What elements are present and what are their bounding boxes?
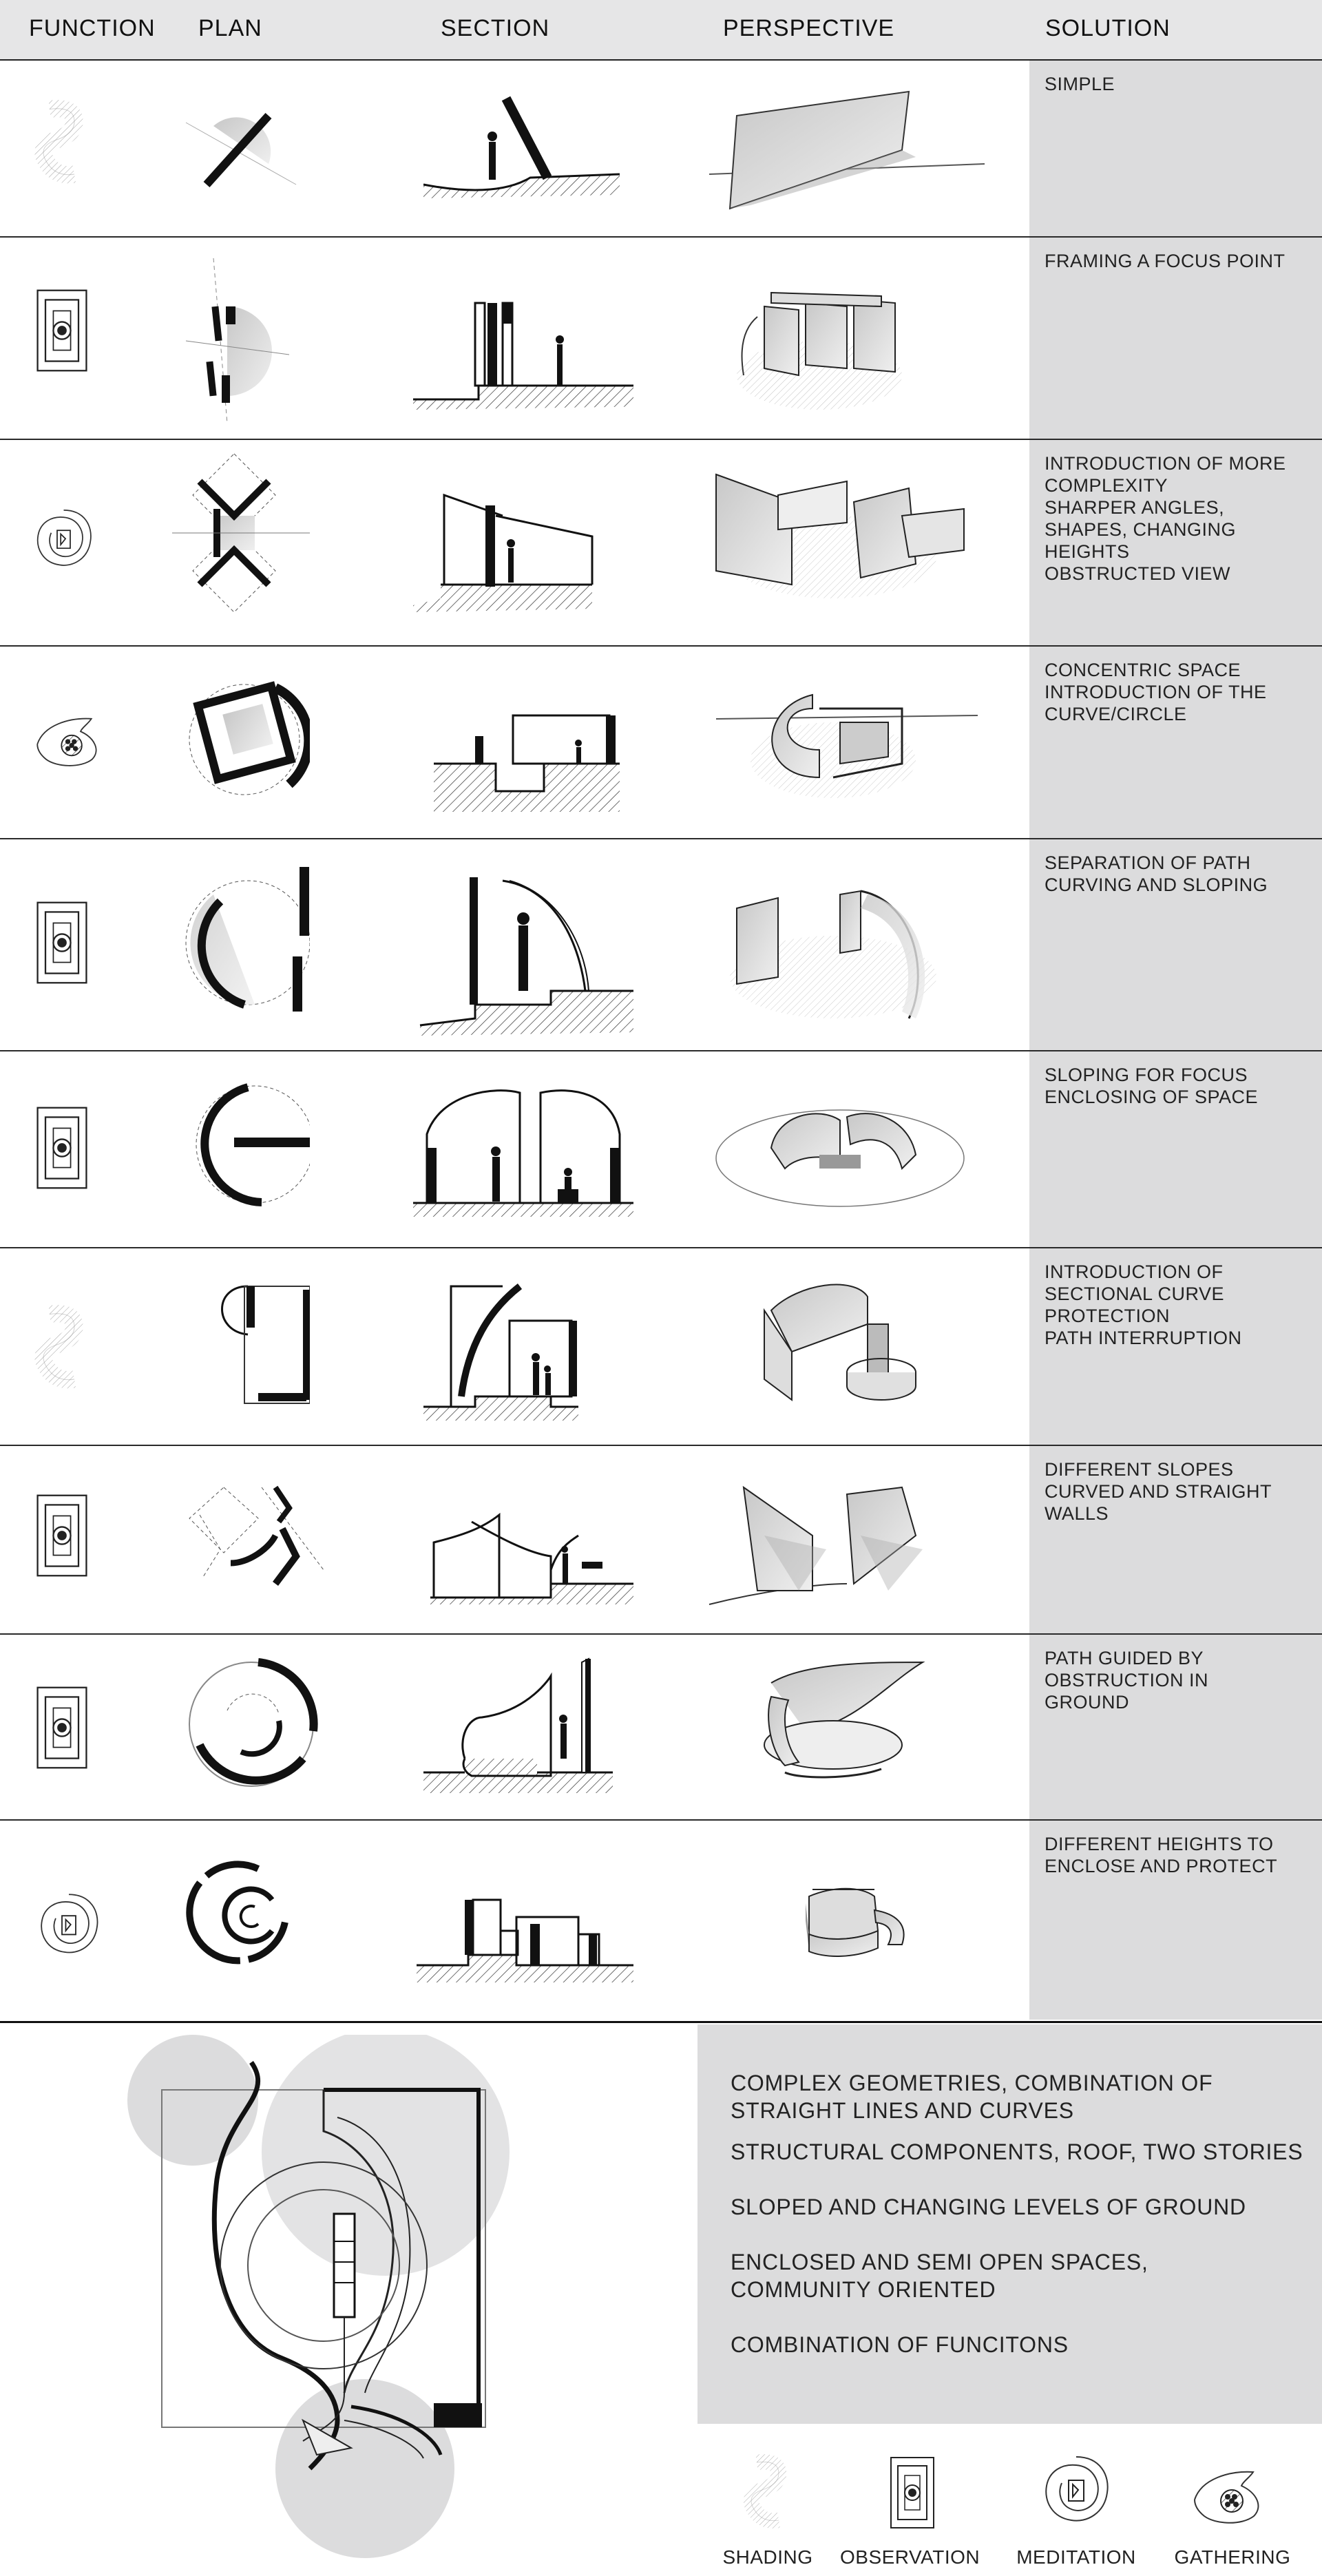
final-plan-svg [110,2035,530,2572]
solution-text: SIMPLE [1045,74,1115,94]
legend-label: OBSERVATION [840,2546,980,2568]
legend-meditation [1007,2438,1145,2568]
solution-cell [1029,61,1322,236]
perspective-sketch [695,1635,985,1819]
solution-text: DIFFERENT SLOPES CURVED AND STRAIGHT WALLS [1045,1459,1272,1524]
solution-cell [1029,839,1322,1050]
function-cell [21,1446,103,1633]
solution-text: SEPARATION OF PATH CURVING AND SLOPING [1045,852,1268,895]
section-sketch [413,1821,633,2020]
plan-sketch [172,647,310,838]
table-row [0,238,1322,440]
perspective-sketch [695,1051,985,1247]
table-header [0,0,1322,61]
section-sketch [413,647,633,838]
solution-text: CONCENTRIC SPACE INTRODUCTION OF THE CURVE/CIRCLE [1045,660,1267,724]
solution-cell [1029,238,1322,439]
perspective-sketch [695,238,985,439]
meditation-icon [21,1821,117,2020]
legend-label: MEDITATION [1016,2546,1136,2568]
observation-icon [21,1446,103,1633]
shading-icon [21,1248,103,1445]
meditation-icon [21,440,103,645]
shading-icon [699,2438,837,2541]
solution-cell [1029,1051,1322,1247]
function-cell [21,839,103,1050]
table-row [0,647,1322,839]
plan-sketch [172,238,310,439]
meditation-icon [1007,2438,1145,2541]
observation-icon [21,238,103,439]
table-row [0,61,1322,238]
summary-item: ENCLOSED AND SEMI OPEN SPACES, COMMUNITY ORIENTED [731,2250,1148,2302]
section-sketch [413,1248,633,1445]
table-row [0,1248,1322,1446]
header-section: SECTION [441,15,550,41]
solution-cell [1029,1635,1322,1819]
section-sketch [413,1446,633,1633]
solution-text: PATH GUIDED BY OBSTRUCTION IN GROUND [1045,1648,1209,1713]
solution-text: SLOPING FOR FOCUS ENCLOSING OF SPACE [1045,1065,1259,1107]
perspective-sketch [695,1446,985,1633]
header-perspective: PERSPECTIVE [723,15,895,41]
section-sketch [413,1051,633,1247]
function-cell [21,61,103,236]
section-sketch [413,61,633,236]
plan-sketch [172,1051,310,1247]
perspective-sketch [695,1821,985,2020]
function-cell [21,647,117,838]
solution-text: FRAMING A FOCUS POINT [1045,251,1286,271]
summary-item: COMBINATION OF FUNCITONS [731,2332,1069,2357]
solution-cell [1029,1446,1322,1633]
function-cell [21,1051,103,1247]
plan-sketch [172,1248,310,1445]
plan-sketch [172,839,310,1050]
table-row [0,839,1322,1051]
plan-sketch [172,440,310,645]
plan-sketch [172,61,310,236]
observation-icon [840,2438,978,2541]
final-plan-drawing [110,2035,530,2572]
perspective-sketch [695,1248,985,1445]
section-sketch [413,238,633,439]
solution-cell [1029,1248,1322,1445]
plan-sketch [172,1635,324,1819]
function-cell [21,1821,117,2020]
section-sketch [413,440,633,645]
summary-item: COMPLEX GEOMETRIES, COMBINATION OF STRAIGHT LINES AND CURVES [731,2071,1213,2123]
perspective-sketch [695,839,985,1050]
section-sketch [413,1635,633,1819]
observation-icon [21,1051,103,1247]
legend-shading [699,2438,837,2568]
perspective-sketch [695,61,985,236]
gathering-icon [1164,2438,1301,2541]
solution-cell [1029,647,1322,838]
function-cell [21,440,103,645]
header-solution: SOLUTION [1045,15,1171,41]
section-sketch [413,839,633,1050]
header-plan: PLAN [198,15,262,41]
solution-text: INTRODUCTION OF SECTIONAL CURVE PROTECTION PATH INTERRUPTION [1045,1261,1242,1348]
legend-gathering [1164,2438,1301,2568]
summary-panel [697,2024,1322,2424]
function-cell [21,1248,103,1445]
legend-label: SHADING [722,2546,813,2568]
function-cell [21,1635,103,1819]
header-function: FUNCTION [29,15,156,41]
observation-icon [21,1635,103,1819]
solution-cell [1029,1821,1322,2020]
summary-item: STRUCTURAL COMPONENTS, ROOF, TWO STORIES [731,2139,1303,2164]
perspective-sketch [695,647,985,838]
table-row [0,1446,1322,1635]
gathering-icon [21,647,117,838]
observation-icon [21,839,103,1050]
legend-observation [840,2438,978,2568]
legend-label: GATHERING [1174,2546,1291,2568]
table-row [0,1821,1322,2020]
table-row [0,1051,1322,1248]
function-cell [21,238,103,439]
table-row [0,1635,1322,1821]
plan-sketch [172,1821,310,2020]
solution-text: DIFFERENT HEIGHTS TO ENCLOSE AND PROTECT [1045,1834,1278,1876]
plan-sketch [172,1446,324,1633]
perspective-sketch [695,440,985,645]
solution-text: INTRODUCTION OF MORE COMPLEXITY SHARPER ANGLES, SHAPES, CHANGING HEIGHTS OBSTRUCTED VIEW [1045,453,1286,584]
shading-icon [21,61,103,236]
summary-item: SLOPED AND CHANGING LEVELS OF GROUND [731,2195,1246,2219]
table-row [0,440,1322,647]
solution-cell [1029,440,1322,645]
